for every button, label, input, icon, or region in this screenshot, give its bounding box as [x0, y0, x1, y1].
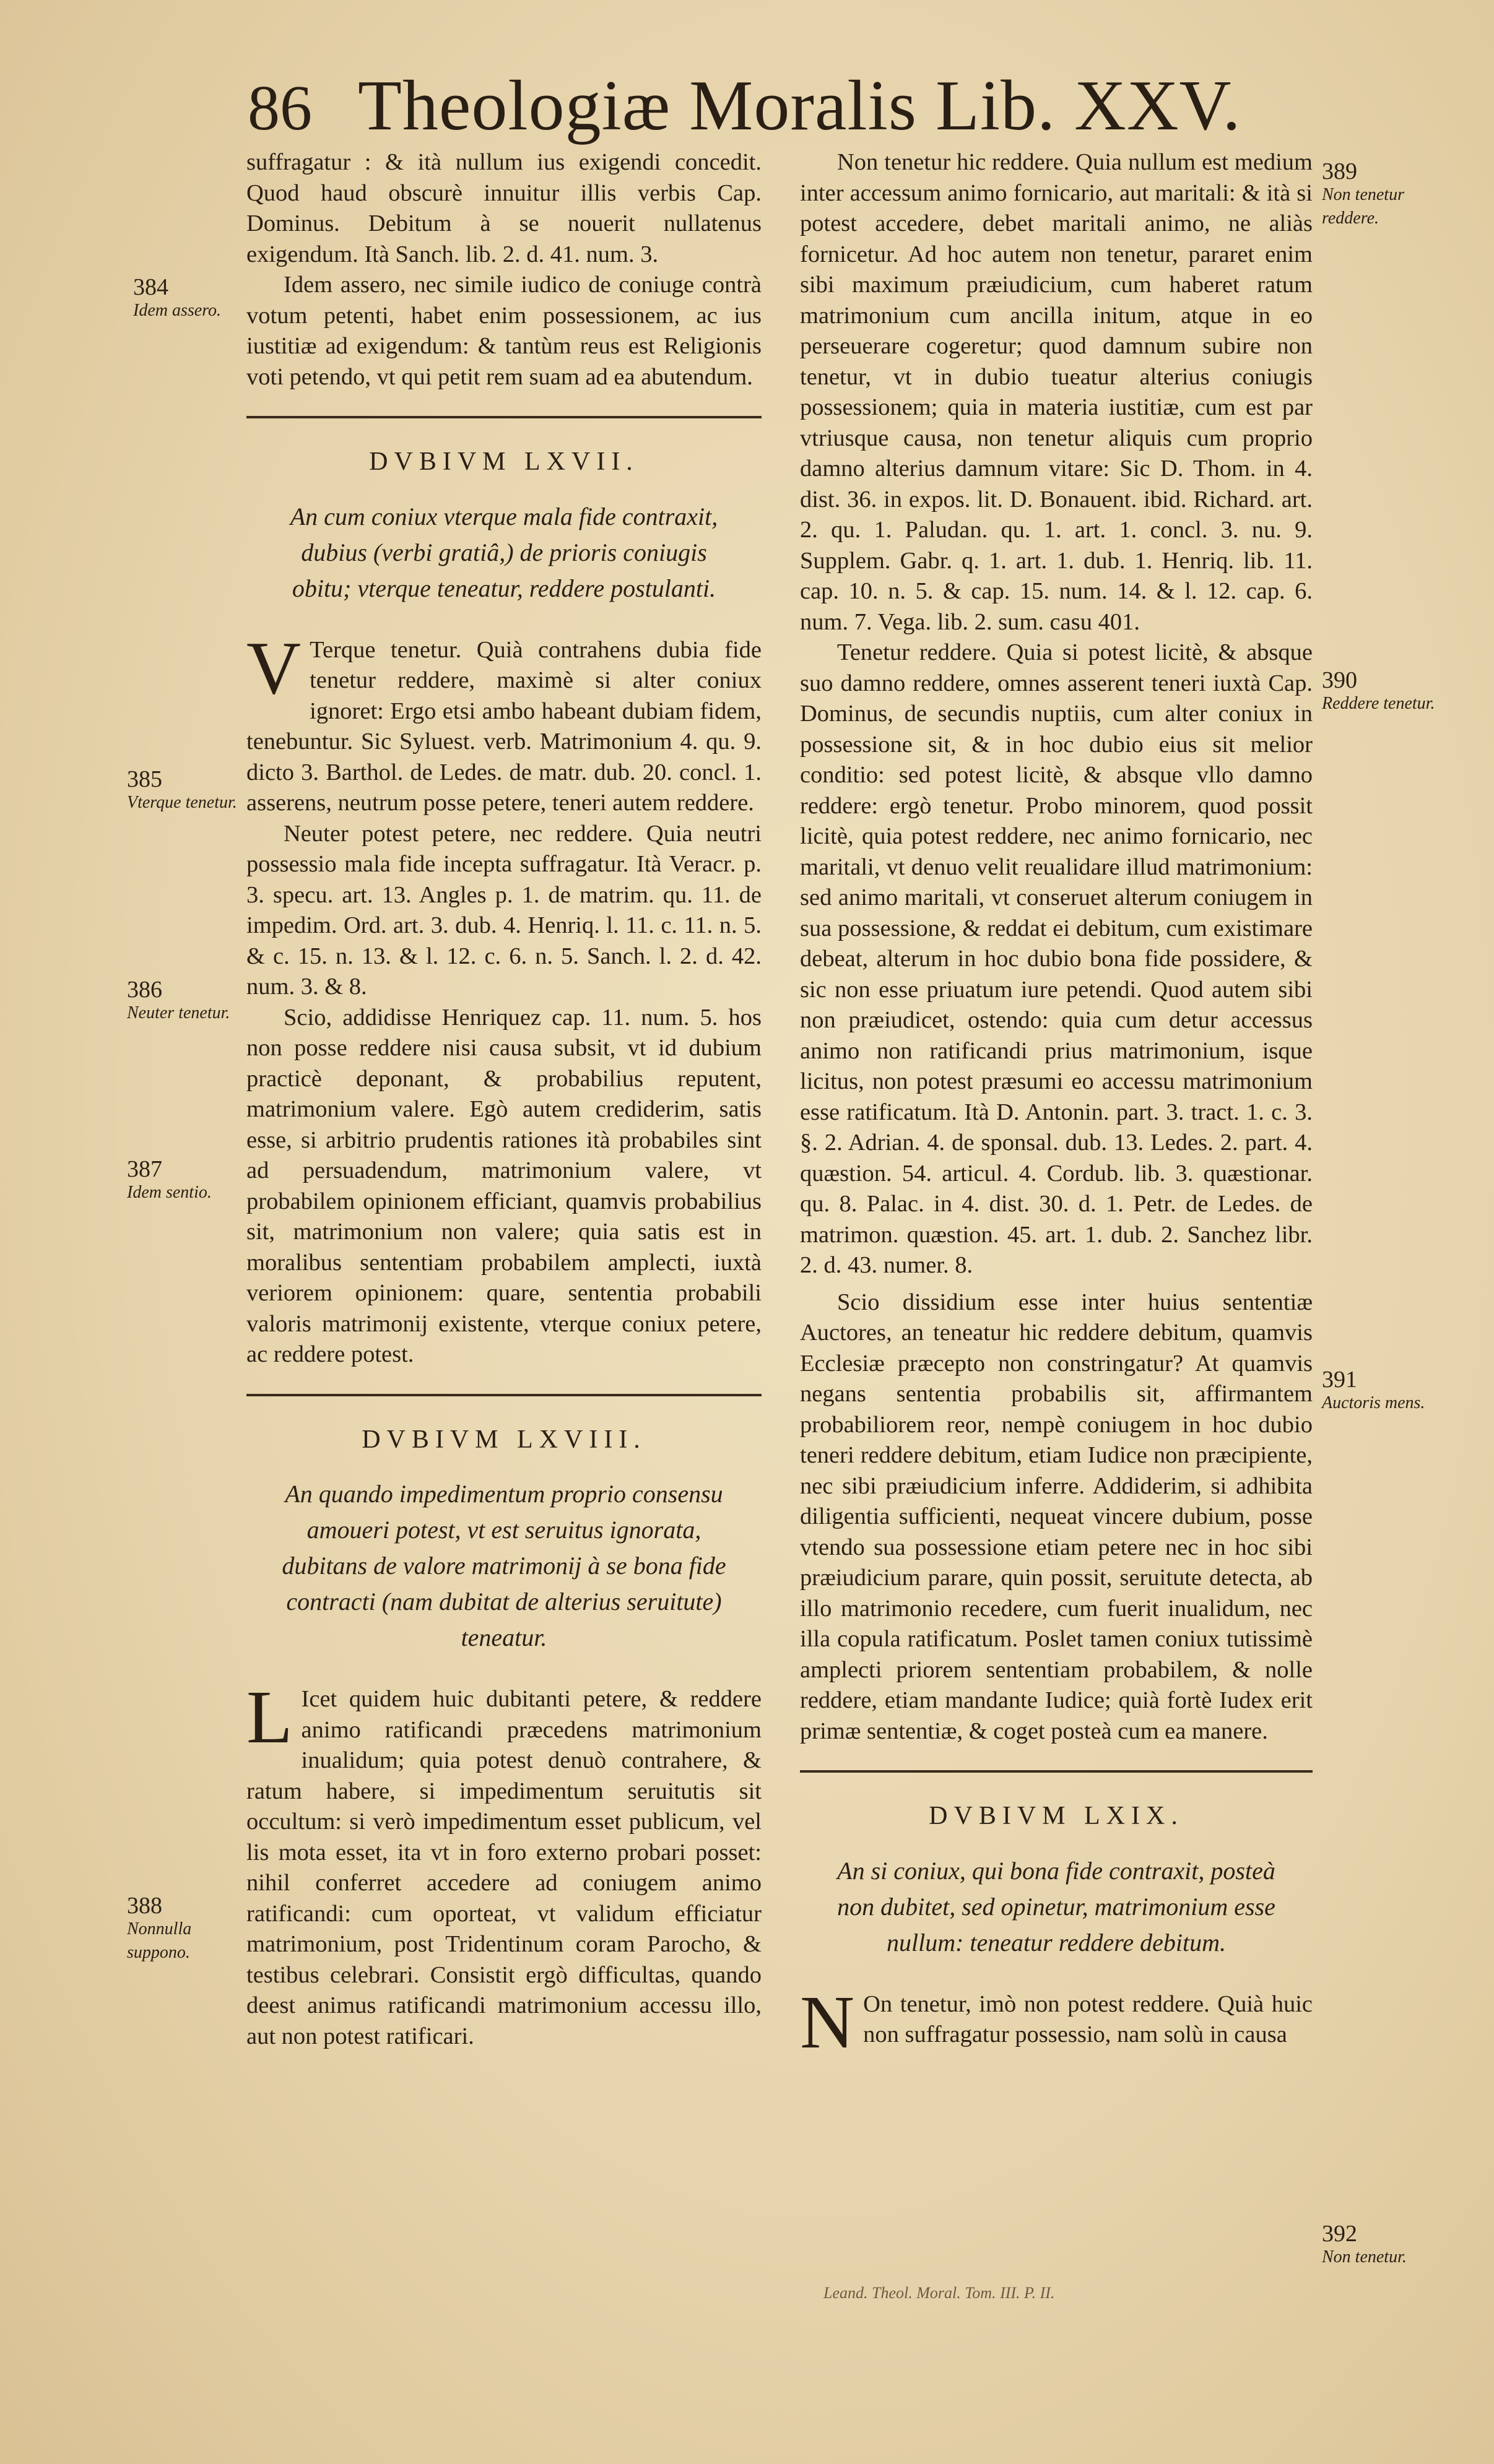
drop-cap: N [800, 1980, 855, 2064]
margin-text: Nonnulla suppono. [127, 1919, 192, 1962]
margin-note-391 [1322, 1368, 1440, 1415]
dubium-69-question: An si coniux, qui bona fide contraxit, posteà non dubitet, sed opinetur, matrimonium esse nullum: teneatur reddere debitum. [837, 1856, 1275, 1956]
margin-text: Idem assero. [133, 301, 222, 320]
paragraph-392-text: On tenetur, imò non potest reddere. Quià huic non suffragatur possessio, nam solù in causa [863, 1991, 1313, 2047]
margin-text: Vterque tenetur. [127, 793, 237, 812]
margin-number: 385 [127, 766, 162, 792]
margin-text: Non tenetur reddere. [1322, 185, 1404, 228]
dubium-68-question: An quando impedimentum proprio consensu amoueri potest, vt est seruitus ignorata, dubitans de valore matrimonij à se bona fide contracti (nam dubitat de alterius seruitute) teneatur. [282, 1480, 726, 1651]
paragraph-387: Scio, addidisse Henriquez cap. 11. num. 5. hos non posse reddere nisi causa subsit, vt id dubium practicè deponant, & probabilius reputent, matrimonium valere. Egò autem crediderim, satis esse, si arbitrio prudentis rationes ità probabiles sint ad persuadendum, matrimonium valere, vt probabilem opinionem efficiant, quamvis probabilius sit, matrimonium non valere; quia satis est in moralibus sententiam probabilem amplecti, iuxtà veriorem opinionem: quare, sententia probabili valoris matrimonij existente, vterque coniux petere, ac reddere potest. [246, 1004, 762, 1367]
margin-text: Neuter tenetur. [127, 1003, 230, 1022]
section-divider [800, 1770, 1313, 1773]
paragraph-384: Idem assero, nec simile iudico de coniuge contrà votum petenti, habet enim possessionem, ac ius iustitiæ ad exigendum: & tantùm reus est Religionis voti petendo, vt qui petit rem suam ad ea abutendum. [246, 272, 762, 390]
left-column [246, 147, 762, 2052]
margin-text: Non tenetur. [1322, 2247, 1407, 2267]
running-title: Theologiæ Moralis Lib. XXV. [358, 66, 1241, 145]
signature-line: Leand. Theol. Moral. Tom. III. P. II. [823, 2284, 1055, 2302]
paragraph-388-text: Icet quidem huic dubitanti petere, & reddere animo ratificandi præcedens matrimonium inualidum; quia potest denuò contrahere, & ratum habere, si impedimentum seruitutis sit occultum: si verò impedimentum esset publicum, vel lis mota esset, ita vt in foro externo probari posset: nihil conferret accedere ad coniugem animo ratificandi: cum oporteat, vt validum efficiatur matrimonium, post Tridentinum coram Parocho, & testibus celebrari. Consistit ergò difficultas, quando deest animus ratificandi matrimonium accessu illo, aut non potest ratificari. [246, 1686, 762, 2049]
dubium-69-heading: DVBIVM LXIX. [929, 1802, 1184, 1830]
margin-text: Auctoris mens. [1322, 1393, 1425, 1412]
margin-note-386 [127, 978, 241, 1025]
margin-note-387 [127, 1157, 241, 1204]
margin-number: 387 [127, 1156, 162, 1182]
margin-note-392 [1322, 2222, 1440, 2269]
margin-number: 390 [1322, 667, 1357, 693]
margin-number: 388 [127, 1893, 162, 1919]
paragraph-389: Non tenetur hic reddere. Quia nullum est medium inter accessum animo fornicario, aut maritali: & ità si potest accedere, debet maritali animo, ne aliàs fornicetur. Ad hoc autem non tenetur, pararet enim sibi maximum præiudicium, cum haberet ratum matrimonium cum ancilla initum, atque in eo perseuerare cogeretur; quod damnum subire non tenetur, vt in dubio tueatur alterius coniugis possessionem; quia in materia iustitiæ, cum est par vtriusque causa, non tenetur aliquis cum proprio damno alterius damnum vitare: Sic D. Thom. in 4. dist. 36. in expos. lit. D. Bonauent. ibid. Richard. art. 2. qu. 1. Paludan. qu. 1. art. 1. concl. 3. nu. 9. Supplem. Gabr. q. 1. art. 1. dub. 1. Henriq. lib. 11. cap. 10. n. 5. & cap. 15. num. 14. & l. 12. cap. 6. num. 7. Vega. lib. 2. sum. casu 401. [800, 149, 1313, 635]
margin-number: 384 [133, 274, 168, 300]
right-column [800, 147, 1313, 2064]
margin-note-388 [127, 1894, 241, 1965]
paragraph-continued: suffragatur : & ità nullum ius exigendi concedit. Quod haud obscurè innuitur illis verbis Cap. Dominus. Debitum à se nouerit nullatenus exigendum. Ità Sanch. lib. 2. d. 41. num. 3. [246, 149, 762, 267]
margin-text: Idem sentio. [127, 1183, 212, 1202]
drop-cap: V [246, 626, 302, 710]
dubium-68-heading: DVBIVM LXVIII. [362, 1425, 646, 1454]
margin-number: 391 [1322, 1367, 1357, 1393]
margin-number: 389 [1322, 158, 1357, 184]
page-number: 86 [248, 72, 312, 144]
drop-cap: L [246, 1675, 293, 1759]
dubium-67-question: An cum coniux vterque mala fide contraxit, dubius (verbi gratiâ,) de prioris coniugis obitu; vterque teneatur, reddere postulanti. [290, 502, 718, 602]
paragraph-391: Scio dissidium esse inter huius sententiæ Auctores, an teneatur hic reddere debitum, quamvis Ecclesiæ præcepto non constringatur? At quamvis negans sententia probabilis sit, affirmantem probabiliorem reor, nempè coniugem in hoc dubio teneri reddere debitum, etiam Iudice non præcipiente, nec sibi præiudicium inferre. Addiderim, si adhibita diligentia sufficienti, nequeat vincere dubium, posse vtendo sua possessione etiam petere nec in hoc sibi præiudicium parare, quin possit, seruitute detecta, ab illo matrimonio recedere, cum fuerit inualidum, nec illa copula ratificatum. Poslet tamen coniux tutissimè amplecti priorem sententiam probabilem, & nolle reddere, etiam mandante Iudice; quià fortè Iudex erit primæ sententiæ, & coget posteà cum ea manere. [800, 1289, 1313, 1744]
paragraph-392 [800, 1980, 1313, 2064]
paragraph-385 [246, 626, 762, 819]
dubium-67-heading: DVBIVM LXVII. [369, 447, 639, 476]
paragraph-390: Tenetur reddere. Quia si potest licitè, & absque suo damno reddere, omnes asserent teneri iuxtà Cap. Dominus, de secundis nuptiis, cum alter coniux in possessione sit, & in hoc dubio eius sit melior conditio: sed potest licitè, & absque vllo damno reddere: ergò tenetur. Probo minorem, quod possit licitè, quia potest reddere, nec animo fornicario, nec maritali, vt denuo velit reualidare illud matrimonium: sed animo maritali, vt conseruet alterum coniugem in sua possessione, & reddat ei debitum, cum existimare debeat, alterum in hoc dubio bona fide possidere, & sic non esse priuatum iure petendi. Quod autem sibi non præiudicet, ostendo: quia cum detur accessus animo non ratificandi prius matrimonium, isque licitus, non potest præsumi eo accessu matrimonium esse ratificatum. Ità D. Antonin. part. 3. tract. 1. c. 3. §. 2. Adrian. 4. de sponsal. dub. 13. Ledes. 2. part. 4. quæstion. 54. articul. 4. Cordub. lib. 3. quæstionar. qu. 8. Palac. in 4. dist. 30. d. 1. Petr. de Ledes. de matrimon. quæstion. 45. art. 1. dub. 2. Sanchez libr. 2. d. 43. numer. 8. [800, 639, 1313, 1278]
page-header [248, 65, 1241, 152]
section-divider [246, 1394, 762, 1396]
margin-number: 392 [1322, 2221, 1357, 2247]
section-divider [246, 416, 762, 418]
margin-note-389 [1322, 160, 1440, 230]
margin-note-385 [127, 767, 241, 815]
paragraph-385-text: Terque tenetur. Quià contrahens dubia fide tenetur reddere, maximè si alter coniux ignoret: Ergo etsi ambo habeant dubiam fidem, tenebuntur. Sic Syluest. verb. Matrimonium 4. qu. 9. dicto 3. Barthol. de Ledes. de matr. dub. 20. concl. 1. asserens, neutrum posse petere, teneri autem reddere. [246, 636, 762, 816]
margin-number: 386 [127, 977, 162, 1003]
paragraph-386: Neuter potest petere, nec reddere. Quia neutri possessio mala fide incepta suffragatur. Ità Veracr. p. 3. specu. art. 13. Angles p. 1. de matrim. qu. 11. de impedim. Ord. art. 3. dub. 4. Henriq. l. 11. c. 11. n. 5. & c. 15. n. 13. & l. 12. c. 6. n. 5. Sanch. l. 2. d. 42. num. 3. & 8. [246, 820, 762, 1000]
margin-note-384 [133, 275, 241, 322]
margin-text: Reddere tenetur. [1322, 694, 1435, 713]
margin-note-390 [1322, 668, 1440, 715]
paragraph-388 [246, 1675, 762, 2052]
